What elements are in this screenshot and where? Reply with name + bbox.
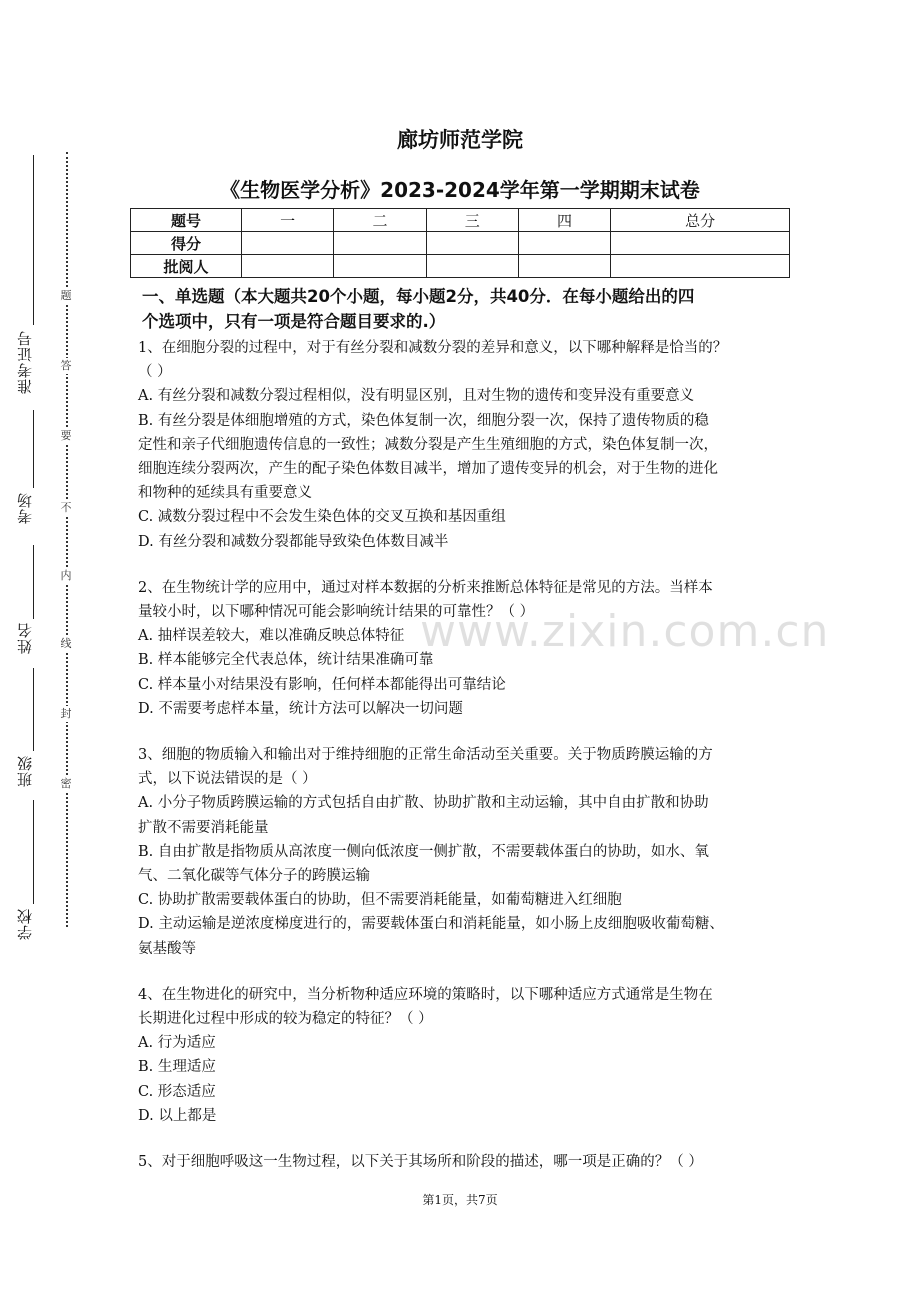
option-d: D. 主动运输是逆浓度梯度进行的，需要载体蛋白和消耗能量，如小肠上皮细胞吸收葡萄糖、 [138, 916, 724, 933]
option-b-cont: 气、二氧化碳等气体分子的跨膜运输 [138, 868, 370, 885]
name-line [33, 545, 34, 619]
question-stem: 3、细胞的物质输入和输出对于维持细胞的正常生命活动至关重要。关于物质跨膜运输的方 [138, 747, 713, 764]
admission-number-label: 准考证号 [16, 330, 34, 394]
question-stem: 量较小时，以下哪种情况可能会影响统计结果的可靠性？（ ） [138, 604, 535, 621]
score-table-row [131, 232, 790, 255]
option-b-cont: 和物种的延续具有重要意义 [138, 485, 312, 502]
exam-room-label: 考场 [16, 492, 34, 524]
score-table-header: 二 [334, 209, 426, 232]
page-footer: 第1页，共7页 [422, 1193, 498, 1207]
score-cell[interactable] [242, 232, 334, 255]
grader-cell[interactable] [426, 255, 518, 278]
question-stem: 式，以下说法错误的是（ ） [138, 771, 317, 788]
question-4 [138, 983, 786, 1128]
seal-char: 封 [58, 706, 74, 722]
option-d: D. 不需要考虑样本量，统计方法可以解决一切问题 [138, 700, 463, 717]
option-d: D. 有丝分裂和减数分裂都能导致染色体数目减半 [138, 533, 449, 550]
score-table [130, 208, 790, 278]
question-stem: 4、在生物进化的研究中，当分析物种适应环境的策略时，以下哪种适应方式通常是生物在 [138, 986, 713, 1003]
question-1 [138, 336, 786, 554]
grader-cell[interactable] [611, 255, 790, 278]
score-cell[interactable] [334, 232, 426, 255]
score-table-row [131, 255, 790, 278]
option-a: A. 抽样误差较大，难以准确反映总体特征 [138, 628, 405, 645]
option-b: B. 有丝分裂是体细胞增殖的方式，染色体复制一次，细胞分裂一次，保持了遗传物质的稳 [138, 412, 709, 429]
score-cell[interactable] [518, 232, 610, 255]
option-a: A. 有丝分裂和减数分裂过程相似，没有明显区别，且对生物的遗传和变异没有重要意义 [138, 388, 695, 405]
question-3 [138, 743, 786, 961]
score-table-header-row [131, 209, 790, 232]
option-d: D. 以上都是 [138, 1107, 217, 1124]
score-table-header: 一 [242, 209, 334, 232]
exam-room-line [33, 410, 34, 488]
option-b: B. 生理适应 [138, 1059, 216, 1076]
question-stem: 5、对于细胞呼吸这一生物过程，以下关于其场所和阶段的描述，哪一项是正确的？（ ） [138, 1154, 703, 1171]
option-b-cont: 定性和亲子代细胞遗传信息的一致性；减数分裂是产生生殖细胞的方式，染色体复制一次， [138, 436, 718, 453]
option-c: C. 减数分裂过程中不会发生染色体的交叉互换和基因重组 [138, 509, 506, 526]
score-row-label: 得分 [131, 232, 242, 255]
seal-char: 内 [58, 568, 74, 584]
score-table-header: 四 [518, 209, 610, 232]
seal-char: 答 [58, 358, 74, 374]
seal-char: 不 [58, 500, 74, 516]
grader-cell[interactable] [518, 255, 610, 278]
question-stem: 1、在细胞分裂的过程中，对于有丝分裂和减数分裂的差异和意义，以下哪种解释是恰当的？ [138, 340, 728, 356]
score-table-header: 题号 [131, 209, 242, 232]
question-stem: 2、在生物统计学的应用中，通过对样本数据的分析来推断总体特征是常见的方法。当样本 [138, 579, 713, 596]
watermark: www.zixin.com.cn [420, 606, 830, 657]
score-cell[interactable] [611, 232, 790, 255]
score-table-header: 三 [426, 209, 518, 232]
option-a-cont: 扩散不需要消耗能量 [138, 819, 269, 836]
seal-char: 要 [58, 428, 74, 444]
exam-title: 《生物医学分析》2023-2024学年第一学期期末试卷 [220, 178, 700, 202]
option-a: A. 小分子物质跨膜运输的方式包括自由扩散、协助扩散和主动运输，其中自由扩散和协助 [138, 795, 709, 812]
seal-char: 密 [58, 776, 74, 792]
option-d-cont: 氨基酸等 [138, 940, 196, 957]
option-c: C. 样本量小对结果没有影响，任何样本都能得出可靠结论 [138, 676, 506, 693]
class-line [33, 668, 34, 751]
seal-char: 线 [58, 636, 74, 652]
seal-char: 题 [58, 288, 74, 304]
grader-cell[interactable] [334, 255, 426, 278]
school-name: 廊坊师范学院 [397, 128, 523, 152]
name-label: 姓名 [16, 622, 34, 654]
section-heading-line: 一、单选题（本大题共20个小题，每小题2分，共40分．在每小题给出的四 [142, 287, 695, 306]
question-stem: （ ） [138, 364, 172, 381]
option-b: B. 样本能够完全代表总体，统计结果准确可靠 [138, 652, 434, 669]
question-5 [138, 1150, 786, 1174]
score-cell[interactable] [426, 232, 518, 255]
section-heading-line: 个选项中，只有一项是符合题目要求的.） [142, 312, 446, 331]
score-table-header: 总分 [611, 209, 790, 232]
section-heading [142, 284, 786, 334]
option-c: C. 协助扩散需要载体蛋白的协助，但不需要消耗能量，如葡萄糖进入红细胞 [138, 892, 622, 909]
seal-line [66, 152, 68, 927]
exam-content [138, 284, 786, 1174]
option-a: A. 行为适应 [138, 1035, 216, 1052]
option-b: B. 自由扩散是指物质从高浓度一侧向低浓度一侧扩散，不需要载体蛋白的协助，如水、氧 [138, 843, 709, 860]
option-b-cont: 细胞连续分裂两次，产生的配子染色体数目减半，增加了遗传变异的机会，对于生物的进化 [138, 461, 718, 478]
score-row-label: 批阅人 [131, 255, 242, 278]
grader-cell[interactable] [242, 255, 334, 278]
class-label: 班级 [16, 755, 34, 787]
school-line [33, 800, 34, 904]
school-label: 学校 [16, 908, 34, 940]
option-c: C. 形态适应 [138, 1083, 216, 1100]
question-stem: 长期进化过程中形成的较为稳定的特征？（ ） [138, 1011, 433, 1028]
